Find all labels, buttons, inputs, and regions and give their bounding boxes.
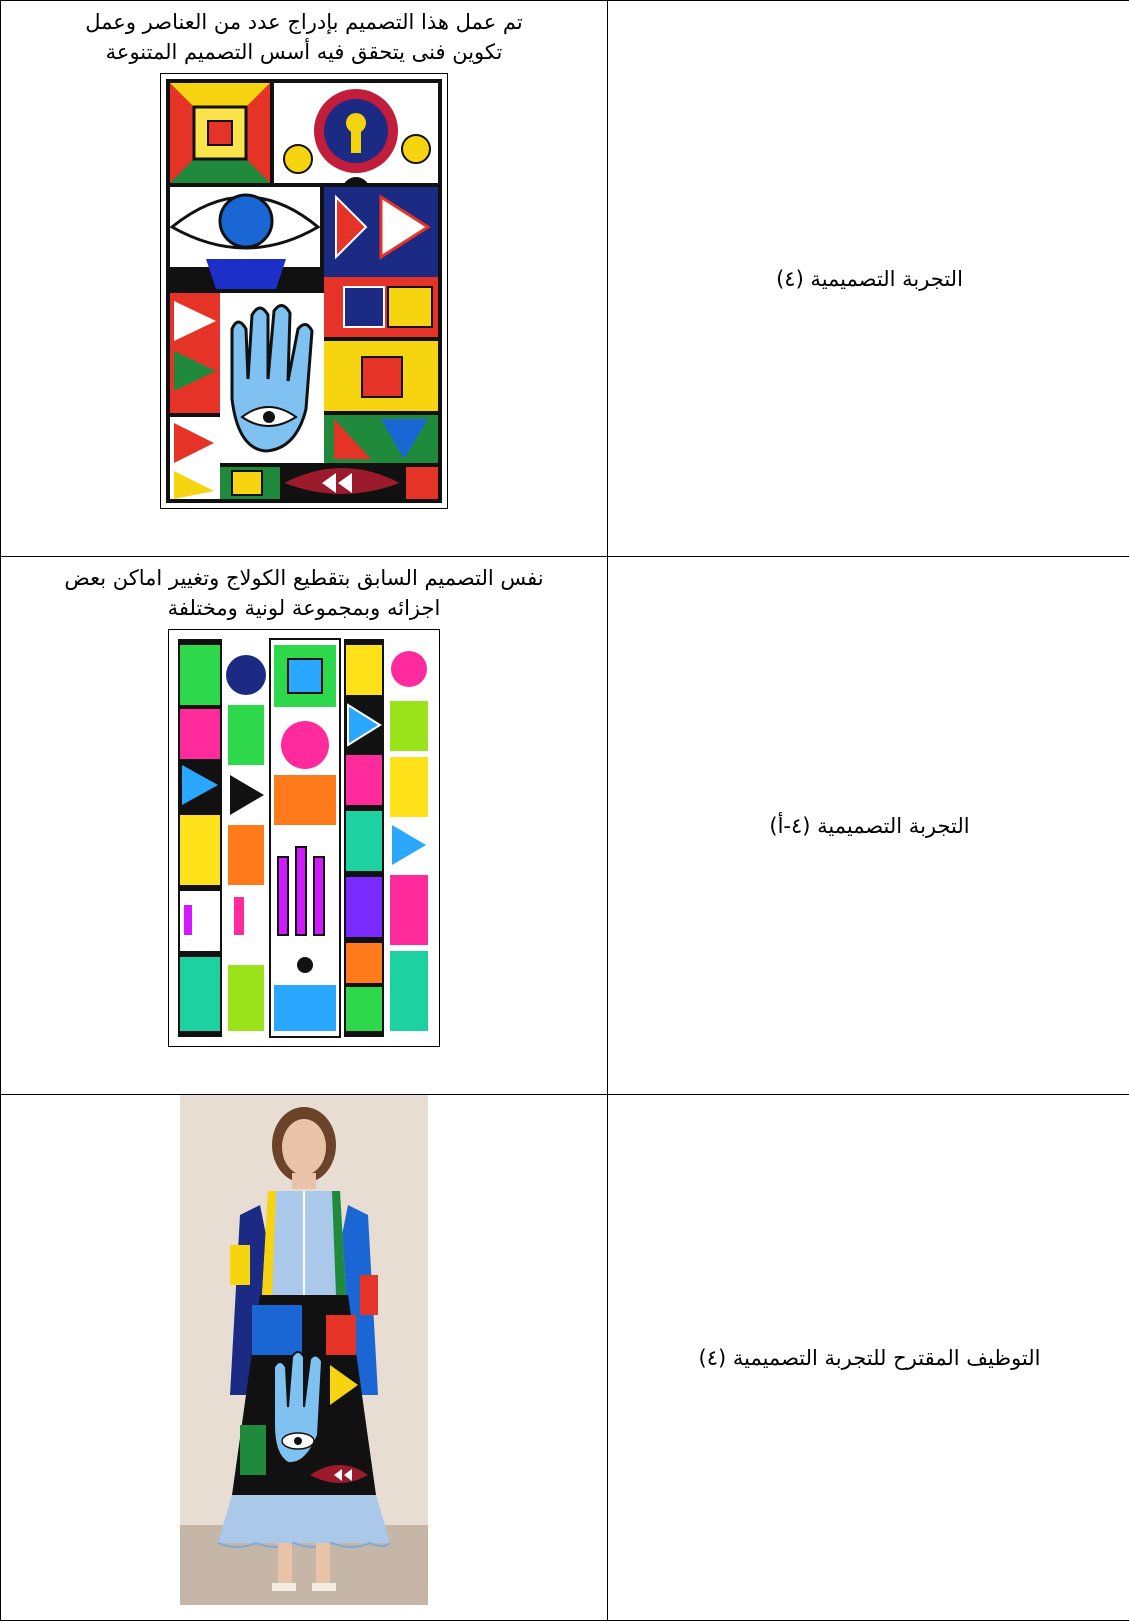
design-cell xyxy=(1,1,608,557)
design-artwork-frame xyxy=(160,73,448,509)
table-row xyxy=(1,557,1129,1095)
description-line: تكوين فنى يتحقق فيه أسس التصميم المتنوعة xyxy=(106,40,503,64)
table-row xyxy=(1,1095,1129,1621)
design-artwork-frame xyxy=(168,629,440,1047)
design-cell xyxy=(1,1095,608,1621)
label-cell xyxy=(608,1095,1129,1621)
description-line: تم عمل هذا التصميم بإدراج عدد من العناصر وعمل xyxy=(85,10,522,34)
collage-artwork-image xyxy=(166,79,442,503)
design-cell xyxy=(1,557,608,1095)
design-description xyxy=(1,557,607,623)
experiment-label: التوظيف المقترح للتجربة التصميمية (٤) xyxy=(608,1346,1129,1370)
table-row xyxy=(1,1,1129,557)
design-description xyxy=(1,1,607,67)
experiment-label: التجربة التصميمية (٤) xyxy=(608,267,1129,291)
collage-artwork-image xyxy=(174,635,434,1041)
description-line: اجزائه وبمجموعة لونية ومختلفة xyxy=(168,596,441,620)
label-cell xyxy=(608,1,1129,557)
label-cell xyxy=(608,557,1129,1095)
dress-model-photo xyxy=(180,1095,428,1605)
experiment-label: التجربة التصميمية (٤-أ) xyxy=(608,814,1129,838)
description-line: نفس التصميم السابق بتقطيع الكولاج وتغيير اماكن بعض xyxy=(64,566,543,590)
